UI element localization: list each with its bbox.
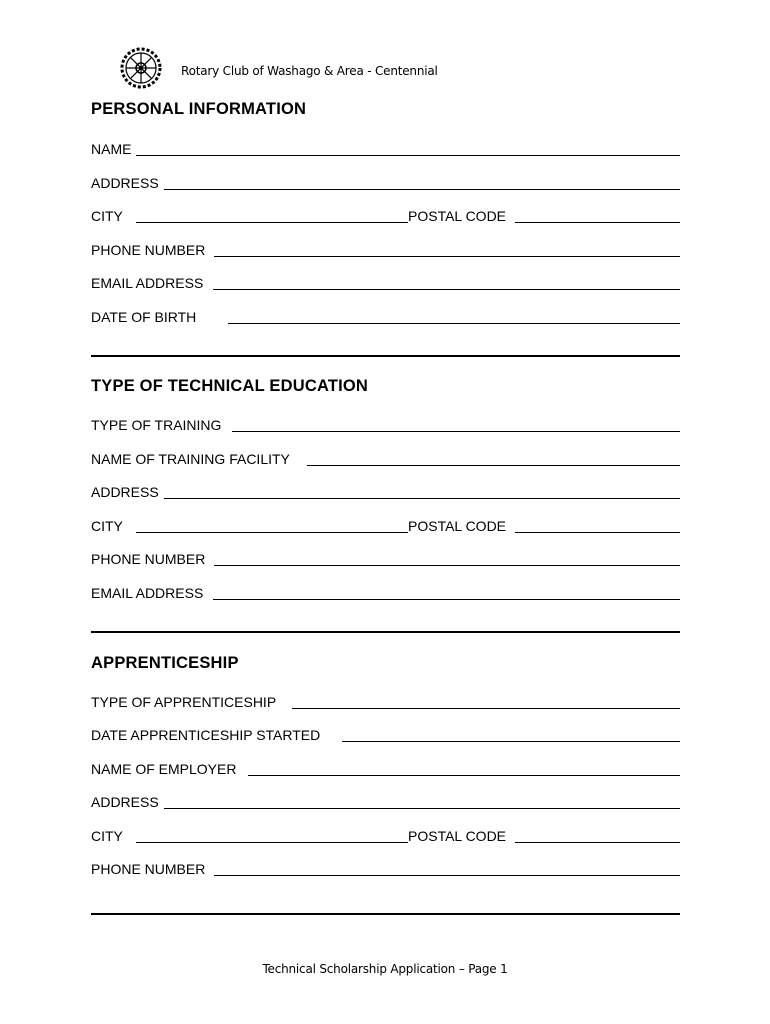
phone-field[interactable]	[214, 875, 680, 876]
city-field[interactable]	[136, 222, 408, 223]
label-dob: DATE OF BIRTH	[91, 309, 197, 325]
rotary-wheel-icon	[117, 46, 165, 90]
training-type-field[interactable]	[232, 431, 680, 432]
label-training-type: TYPE OF TRAINING	[91, 417, 222, 433]
label-city: CITY	[91, 828, 123, 844]
section-divider	[91, 913, 680, 915]
label-apprenticeship-type: TYPE OF APPRENTICESHIP	[91, 694, 277, 710]
phone-field[interactable]	[214, 256, 680, 257]
name-field[interactable]	[136, 155, 680, 156]
dob-field[interactable]	[228, 323, 680, 324]
label-address: ADDRESS	[91, 175, 159, 191]
address-field[interactable]	[164, 189, 680, 190]
label-date-started: DATE APPRENTICESHIP STARTED	[91, 727, 321, 743]
employer-field[interactable]	[248, 775, 680, 776]
header-title: Rotary Club of Washago & Area - Centennial	[181, 64, 438, 78]
label-postal-code: POSTAL CODE	[408, 828, 507, 844]
apprenticeship-type-field[interactable]	[292, 708, 680, 709]
email-field[interactable]	[213, 599, 680, 600]
label-email: EMAIL ADDRESS	[91, 585, 204, 601]
section-divider	[91, 631, 680, 633]
label-city: CITY	[91, 518, 123, 534]
label-city: CITY	[91, 208, 123, 224]
section-title-apprenticeship: APPRENTICESHIP	[91, 654, 239, 672]
date-started-field[interactable]	[342, 741, 680, 742]
email-field[interactable]	[213, 289, 680, 290]
address-field[interactable]	[164, 808, 680, 809]
city-field[interactable]	[136, 842, 408, 843]
postal-code-field[interactable]	[515, 842, 680, 843]
label-employer: NAME OF EMPLOYER	[91, 761, 237, 777]
address-field[interactable]	[164, 498, 680, 499]
section-title-personal: PERSONAL INFORMATION	[91, 100, 307, 118]
label-facility: NAME OF TRAINING FACILITY	[91, 451, 290, 467]
label-postal-code: POSTAL CODE	[408, 518, 507, 534]
label-email: EMAIL ADDRESS	[91, 275, 204, 291]
label-phone: PHONE NUMBER	[91, 861, 206, 877]
label-address: ADDRESS	[91, 484, 159, 500]
facility-field[interactable]	[307, 465, 680, 466]
city-field[interactable]	[136, 532, 408, 533]
phone-field[interactable]	[214, 565, 680, 566]
label-phone: PHONE NUMBER	[91, 551, 206, 567]
postal-code-field[interactable]	[515, 532, 680, 533]
section-divider	[91, 355, 680, 357]
page-footer: Technical Scholarship Application – Page 1	[262, 962, 508, 976]
label-address: ADDRESS	[91, 794, 159, 810]
section-title-technical: TYPE OF TECHNICAL EDUCATION	[91, 377, 369, 395]
postal-code-field[interactable]	[515, 222, 680, 223]
label-postal-code: POSTAL CODE	[408, 208, 507, 224]
label-name: NAME	[91, 141, 132, 157]
label-phone: PHONE NUMBER	[91, 242, 206, 258]
